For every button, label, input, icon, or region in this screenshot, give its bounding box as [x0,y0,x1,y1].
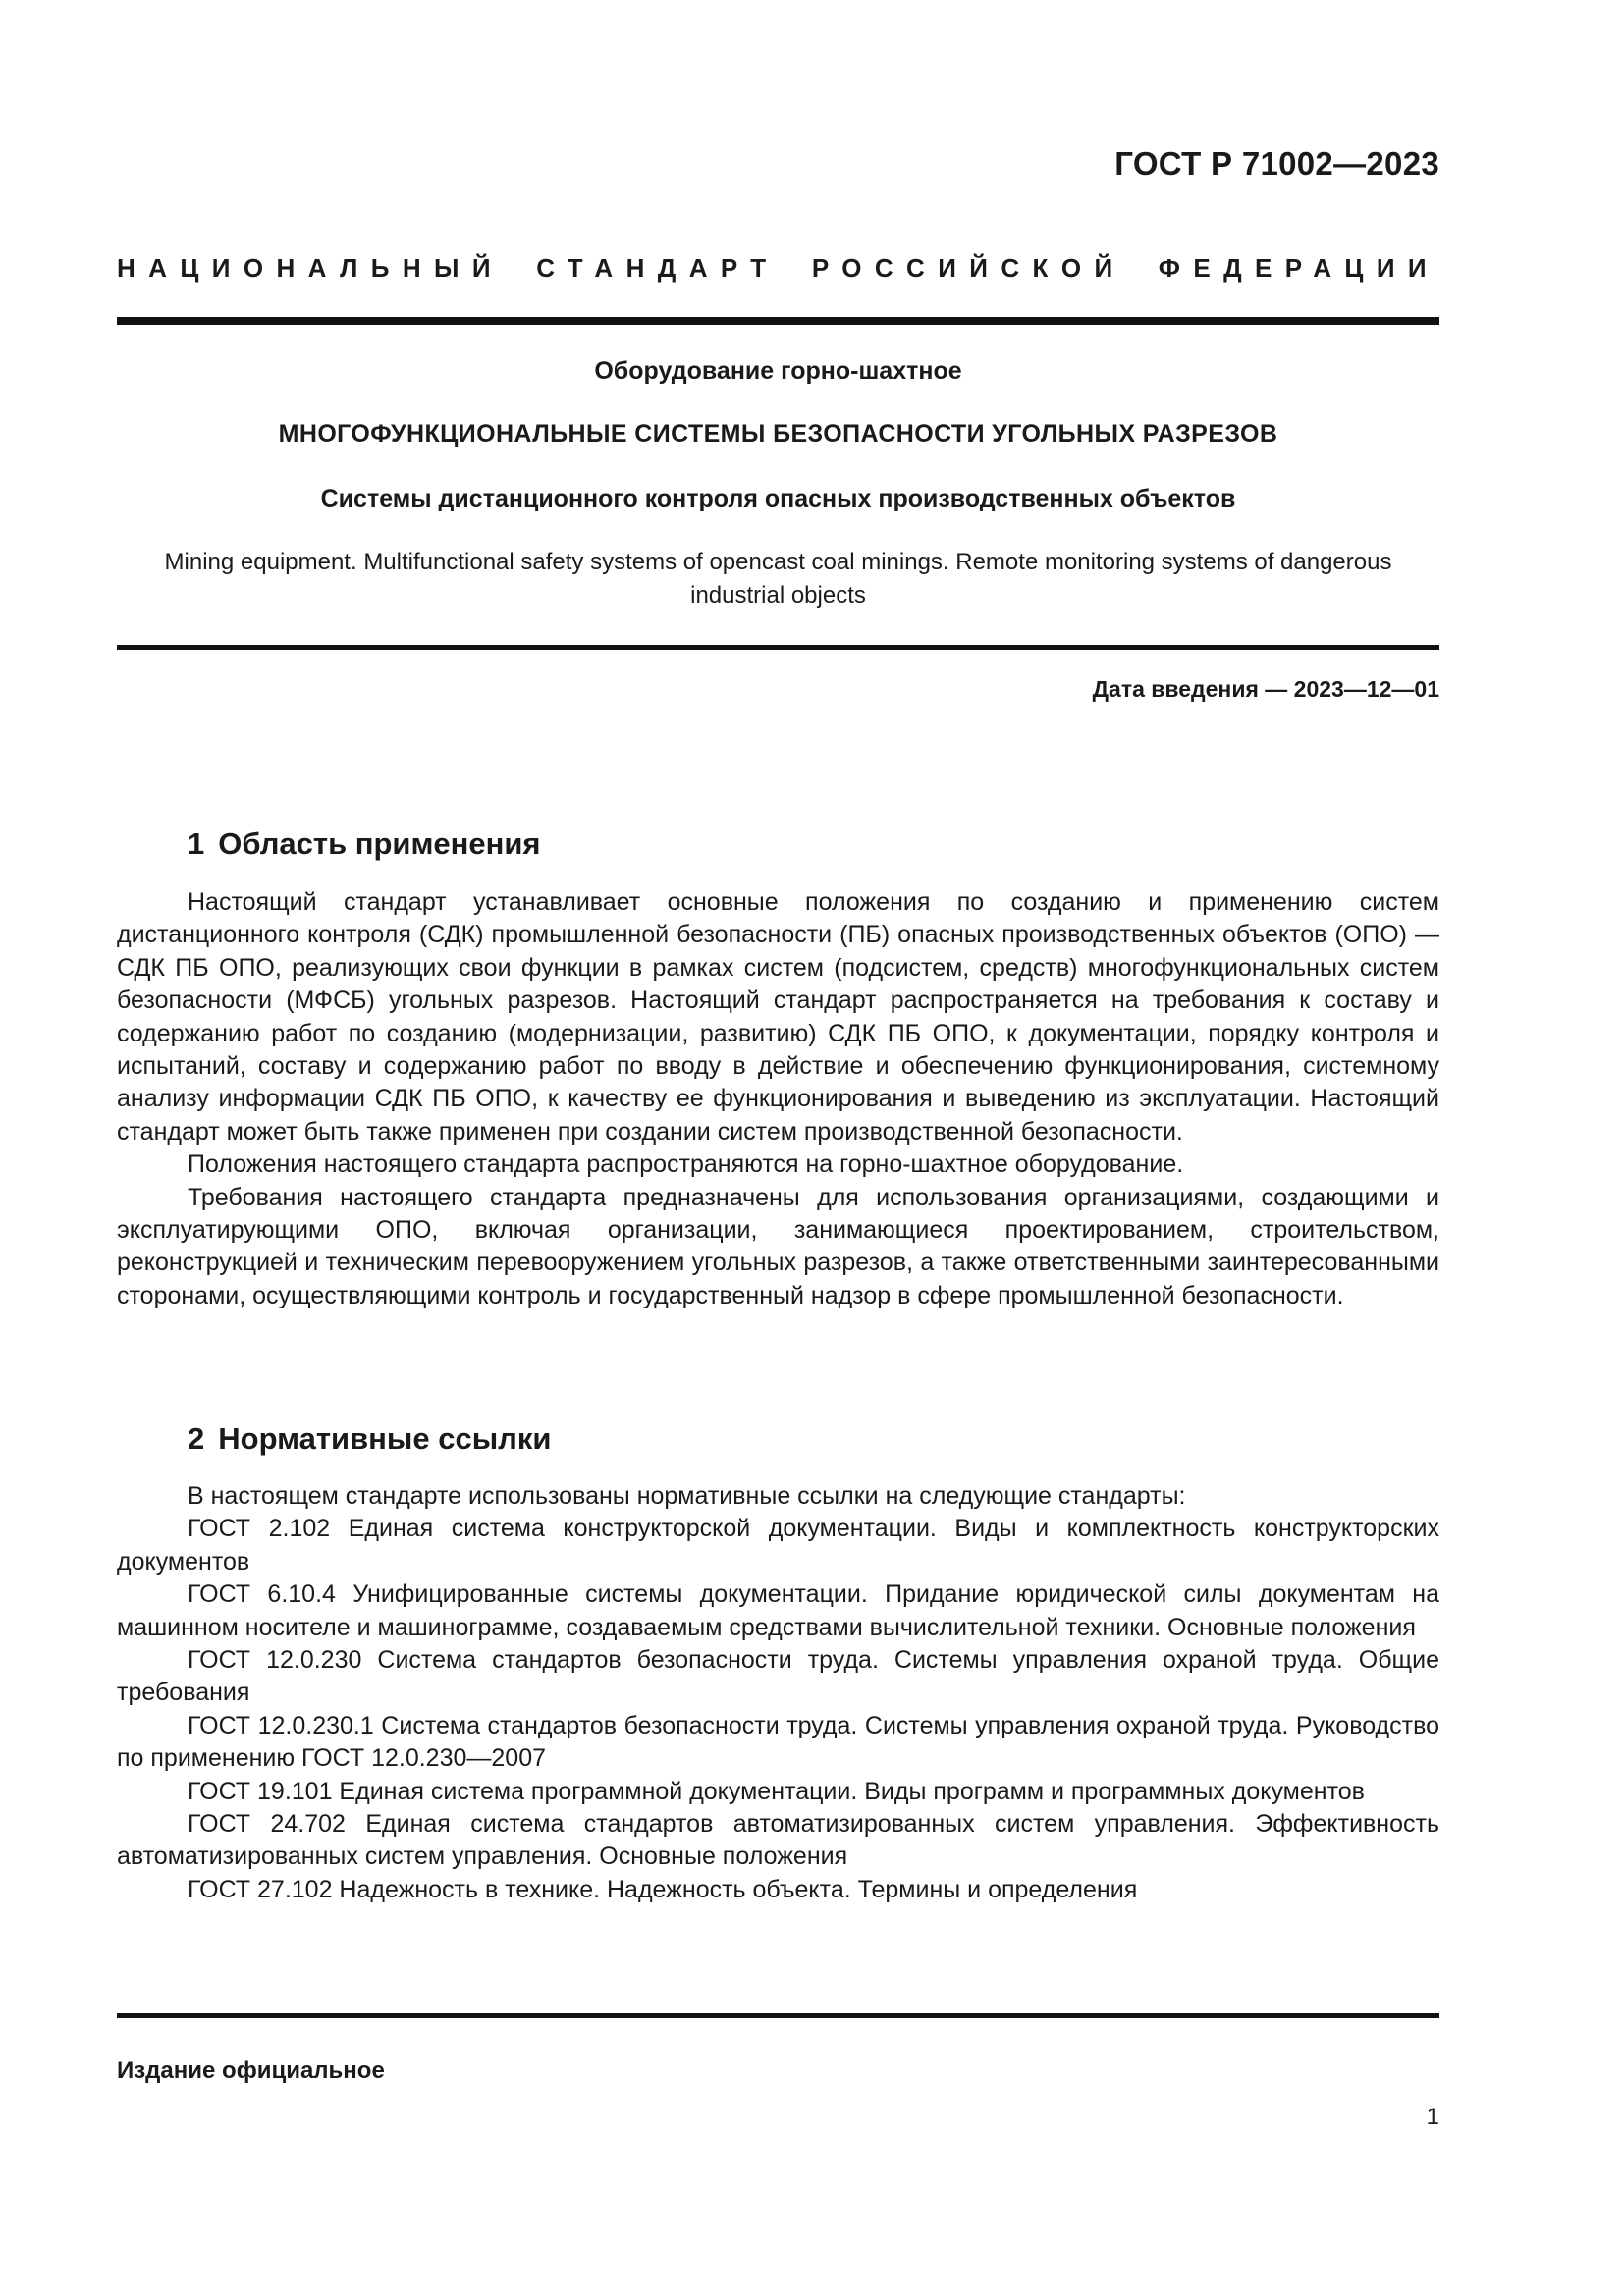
document-page [117,0,1439,2296]
reference-item: ГОСТ 12.0.230 Система стандартов безопасности труда. Системы управления охраной труда. Общие требования [117,1646,1439,1707]
section-title: Область применения [218,827,541,861]
reference-item: ГОСТ 12.0.230.1 Система стандартов безопасности труда. Системы управления охраной труда. Руководство по применению ГОСТ 12.0.230—2007 [117,1711,1439,1773]
official-edition-label: Издание официальное [117,2057,385,2084]
paragraph: Требования настоящего стандарта предназначены для использования организациями, создающими и эксплуатирующими ОПО, включая организации, занимающиеся проектированием, строительством, реконструкцией и техническим перевооружением угольных разрезов, а также ответственными заинтересованными сторонами, осуществляющими контроль и государственный надзор в сфере промышленной безопасности. [117,1183,1439,1309]
title-rule [117,645,1439,650]
section-number: 1 [188,827,205,861]
document-part-title: Системы дистанционного контроля опасных производственных объектов [320,485,1236,512]
section-body-normative-references [117,1480,1439,1906]
section-body-scope [117,886,1439,1312]
reference-item: ГОСТ 6.10.4 Унифицированные системы документации. Придание юридической силы документам на машинном носителе и машинограмме, создаваемым средствами вычислительной техники. Основные положения [117,1580,1439,1641]
document-main-title: МНОГОФУНКЦИОНАЛЬНЫЕ СИСТЕМЫ БЕЗОПАСНОСТИ УГОЛЬНЫХ РАЗРЕЗОВ [278,420,1278,448]
paragraph: В настоящем стандарте использованы нормативные ссылки на следующие стандарты: [188,1482,1186,1510]
footer-rule [117,2013,1439,2018]
reference-item: ГОСТ 27.102 Надежность в технике. Надежность объекта. Термины и определения [188,1875,1138,1903]
section-title: Нормативные ссылки [218,1421,552,1456]
reference-item: ГОСТ 24.702 Единая система стандартов автоматизированных систем управления. Эффективность автоматизированных систем управления. Основные положения [117,1810,1439,1871]
section-heading-normative-references [188,1421,551,1457]
reference-item: ГОСТ 2.102 Единая система конструкторской документации. Виды и комплектность конструкторских документов [117,1515,1439,1575]
national-standard-title: НАЦИОНАЛЬНЫЙ СТАНДАРТ РОССИЙСКОЙ ФЕДЕРАЦИИ [117,253,1439,283]
reference-item: ГОСТ 19.101 Единая система программной документации. Виды программ и программных документов [188,1777,1365,1805]
standard-number: ГОСТ Р 71002—2023 [1114,145,1439,182]
english-title: Mining equipment. Multifunctional safety systems of opencast coal minings. Remote monitoring systems of dangerous industrial objects [164,549,1392,609]
paragraph: Положения настоящего стандарта распространяются на горно-шахтное оборудование. [188,1150,1184,1179]
paragraph: Настоящий стандарт устанавливает основные положения по созданию и применению систем дистанционного контроля (СДК) промышленной безопасности (ПБ) опасных производственных объектов (ОПО) — СДК ПБ ОПО, реализующих свои функции в рамках систем (подсистем, средств) многофункциональных систем безопасности (МФСБ) угольных разрезов. Настоящий стандарт распространяется на требования к составу и содержанию работ по созданию (модернизации, развитию) СДК ПБ ОПО, к документации, порядку контроля и испытаний, составу и содержанию работ по вводу в действие и обеспечению функционирования, системному анализу информации СДК ПБ ОПО, к качеству ее функционирования и выведению из эксплуатации. Настоящий стандарт может быть также применен при создании систем производственной безопасности. [117,888,1439,1146]
section-number: 2 [188,1421,205,1456]
page-number: 1 [1426,2104,1439,2130]
introduction-date: Дата введения — 2023—12—01 [1092,676,1439,702]
header-rule [117,317,1439,325]
document-category: Оборудование горно-шахтное [594,357,962,385]
section-heading-scope [188,827,541,862]
